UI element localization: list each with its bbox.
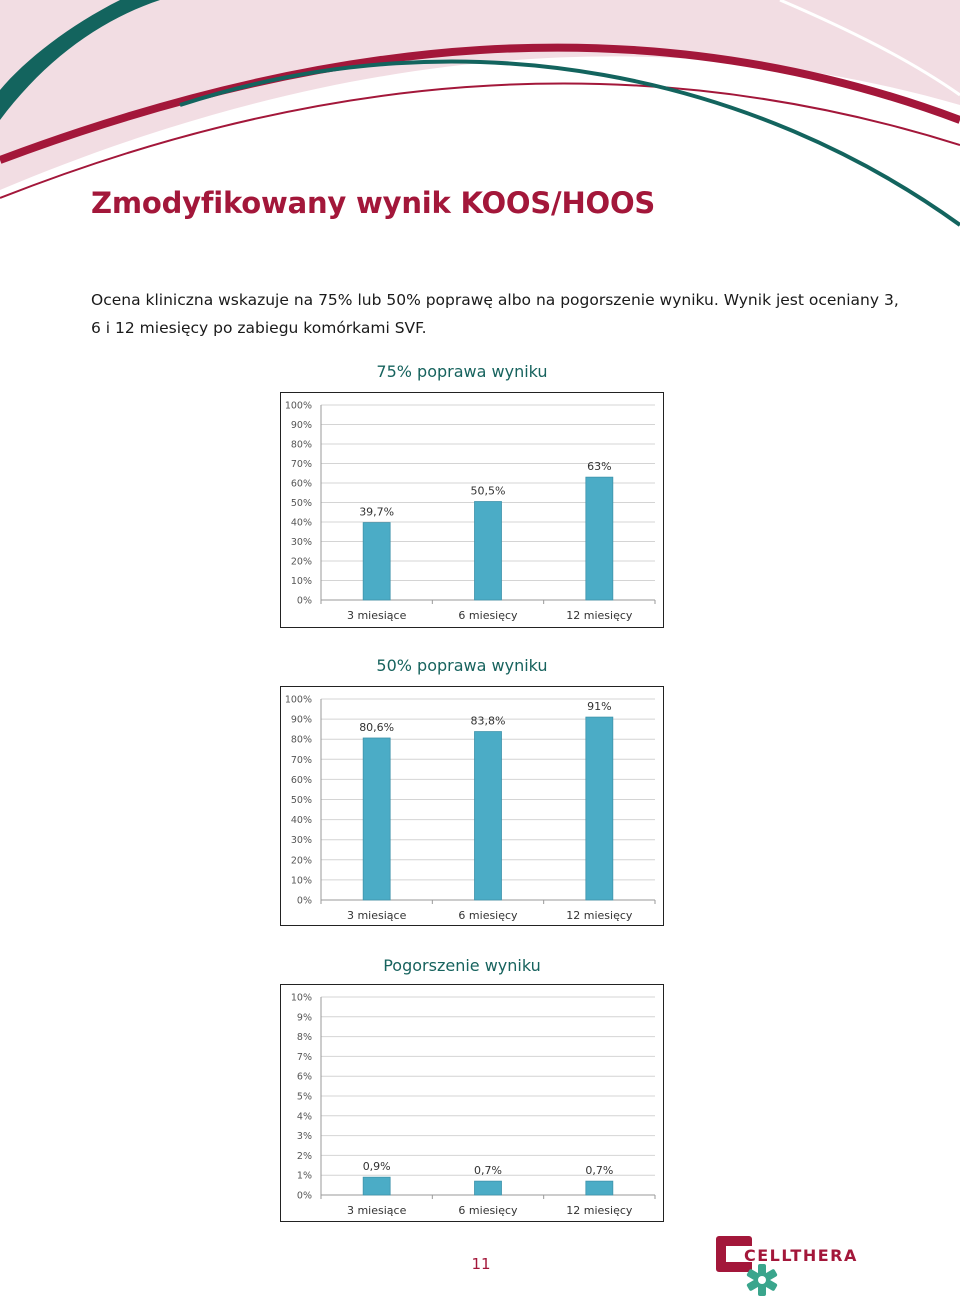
header-decoration: [0, 0, 960, 270]
chart-75-percent: [280, 392, 664, 628]
data-label: 91%: [587, 700, 612, 714]
bar: [475, 732, 502, 900]
y-tick-label: 7%: [296, 1051, 312, 1063]
y-tick-label: 10%: [290, 992, 312, 1004]
y-tick-label: 60%: [290, 774, 312, 786]
chart-50-percent: [280, 686, 664, 926]
y-tick-label: 30%: [290, 537, 312, 548]
data-label: 50,5%: [470, 484, 506, 498]
data-label: 0,7%: [585, 1164, 614, 1178]
data-label: 83,8%: [470, 714, 506, 728]
cellthera-logo: [716, 1236, 876, 1298]
y-tick-label: 40%: [290, 517, 312, 529]
y-tick-label: 60%: [290, 478, 312, 490]
y-tick-label: 4%: [296, 1111, 312, 1123]
data-label: 0,7%: [474, 1164, 502, 1178]
y-tick-label: 5%: [296, 1091, 312, 1103]
y-tick-label: 0%: [296, 595, 312, 607]
y-tick-label: 8%: [296, 1032, 312, 1044]
bar: [475, 1181, 502, 1195]
y-tick-label: 50%: [290, 795, 312, 806]
page-title: Zmodyfikowany wynik KOOS/HOOS: [91, 186, 656, 220]
y-tick-label: 100%: [284, 400, 312, 412]
chart-title-75: 75% poprawa wyniku: [376, 362, 548, 381]
y-tick-label: 40%: [290, 815, 312, 827]
y-tick-label: 20%: [290, 855, 312, 867]
bar: [586, 1181, 613, 1195]
y-tick-label: 90%: [290, 714, 312, 726]
x-category-label: 6 miesięcy: [458, 909, 518, 922]
y-tick-label: 50%: [290, 498, 312, 509]
x-category-label: 3 miesiące: [346, 909, 407, 922]
y-tick-label: 70%: [290, 754, 312, 766]
y-tick-label: 0%: [296, 895, 312, 907]
chart-worsening: [280, 984, 664, 1222]
y-tick-label: 20%: [290, 556, 312, 568]
intro-paragraph: Ocena kliniczna wskazuje na 75% lub 50% poprawę albo na pogorszenie wyniku. Wynik jest oceniany 3, 6 i 12 miesięcy po zabiegu komórkami SVF.: [91, 291, 899, 337]
y-tick-label: 10%: [290, 875, 312, 887]
data-label: 80,6%: [359, 720, 395, 734]
y-tick-label: 6%: [296, 1071, 312, 1083]
bar: [363, 523, 390, 600]
chart-75-svg: [281, 393, 665, 629]
page-number: 11: [471, 1255, 491, 1273]
x-category-label: 12 miesięcy: [566, 609, 633, 622]
bar: [586, 717, 613, 900]
chart-title-50: 50% poprawa wyniku: [376, 656, 548, 675]
x-category-label: 3 miesiące: [346, 609, 407, 622]
y-tick-label: 10%: [290, 576, 312, 587]
y-tick-label: 30%: [290, 835, 312, 847]
data-label: 39,7%: [359, 505, 395, 519]
y-tick-label: 2%: [296, 1150, 312, 1162]
x-category-label: 3 miesiące: [346, 1204, 407, 1217]
x-category-label: 6 miesięcy: [458, 1204, 518, 1217]
bar: [363, 738, 390, 900]
bar: [475, 502, 502, 600]
y-tick-label: 80%: [290, 734, 312, 746]
bar: [363, 1177, 390, 1195]
y-tick-label: 9%: [296, 1012, 312, 1024]
y-tick-label: 90%: [290, 420, 312, 431]
cellthera-logo-icon: [716, 1236, 778, 1296]
y-tick-label: 80%: [290, 439, 312, 451]
x-category-label: 12 miesięcy: [566, 909, 633, 922]
chart-title-worsening: Pogorszenie wyniku: [383, 956, 541, 975]
logo-wordmark: CELLTHERA: [744, 1246, 858, 1265]
bar: [586, 477, 613, 600]
data-label: 63%: [587, 460, 612, 474]
y-tick-label: 100%: [284, 694, 312, 706]
x-category-label: 6 miesięcy: [458, 609, 518, 622]
y-tick-label: 3%: [296, 1131, 312, 1143]
x-category-label: 12 miesięcy: [566, 1204, 633, 1217]
y-tick-label: 70%: [290, 459, 312, 470]
data-label: 0,9%: [362, 1160, 391, 1174]
chart-worsening-svg: [281, 985, 665, 1223]
y-tick-label: 0%: [296, 1190, 312, 1202]
chart-50-svg: [281, 687, 665, 927]
y-tick-label: 1%: [296, 1170, 312, 1182]
